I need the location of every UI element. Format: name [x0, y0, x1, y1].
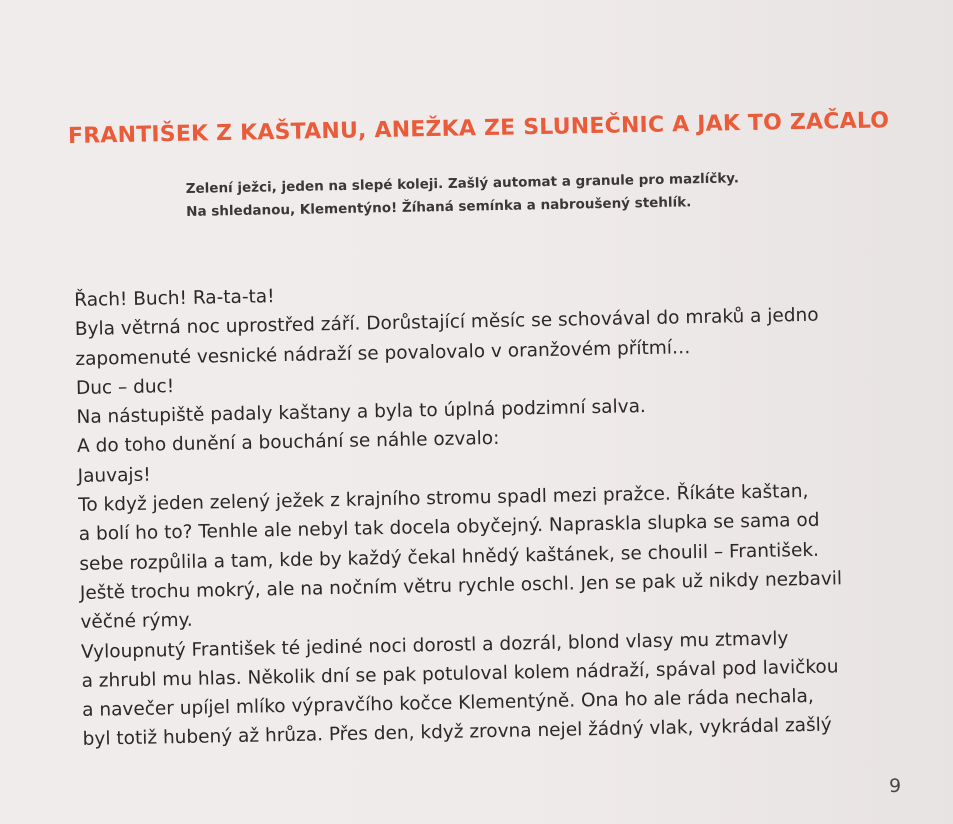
chapter-subtitle: [186, 166, 827, 224]
text-line: a zhrubl mu hlas. Několik dní se pak potuloval kolem nádraží, spával pod lavičkou: [81, 656, 839, 692]
text-line: Byla větrná noc uprostřed září. Dorůstající měsíc se schovával do mraků a jedno: [74, 305, 819, 341]
text-line: a navečer upíjel mlíko výpravčího kočce Klementýně. Ona ho ale ráda nechala,: [81, 686, 814, 722]
subtitle-line: Na shledanou, Klementýno! Žíhaná semínka a nabroušený stehlík.: [186, 194, 692, 220]
text-line: byl totiž hubený až hrůza. Přes den, když zrovna nejel žádný vlak, vykrádal zašlý: [82, 714, 832, 751]
text-line: A do toho dunění a bouchání se náhle ozvalo:: [76, 428, 500, 458]
text-line: Ještě trochu mokrý, ale na nočním větru rychle oschl. Jen se pak už nikdy nezbavil: [79, 568, 843, 604]
text-line: a bolí ho to? Tenhle ale nebyl tak docela obyčejný. Napraskla slupka se sama od: [78, 510, 820, 546]
text-line: věčné rýmy.: [80, 610, 193, 634]
text-line: Řach! Buch! Ra-ta-ta!: [74, 286, 275, 311]
body-text: [74, 270, 923, 755]
text-line: zapomenuté vesnické nádraží se povalovalo v oranžovém přítmí…: [75, 336, 691, 370]
subtitle-line: Zelení ježci, jeden na slepé koleji. Zašlý automat a granule pro mazlíčky.: [185, 170, 740, 198]
text-line: Na nástupiště padaly kaštany a byla to úplná podzimní salva.: [76, 396, 647, 429]
text-line: sebe rozpůlila a tam, kde by každý čekal hnědý kaštánek, se choulil – František.: [79, 539, 820, 575]
text-line: Jauvajs!: [77, 464, 151, 487]
page-number: 9: [889, 775, 902, 797]
chapter-title: FRANTIŠEK Z KAŠTANU, ANEŽKA ZE SLUNEČNIC A JAK TO ZAČALO: [67, 108, 890, 149]
text-line: Duc – duc!: [75, 375, 175, 399]
text-line: Vyloupnutý František té jediné noci dorostl a dozrál, blond vlasy mu ztmavly: [80, 627, 789, 663]
text-line: To když jeden zelený ježek z krajního stromu spadl mezi pražce. Říkáte kaštan,: [78, 481, 809, 517]
